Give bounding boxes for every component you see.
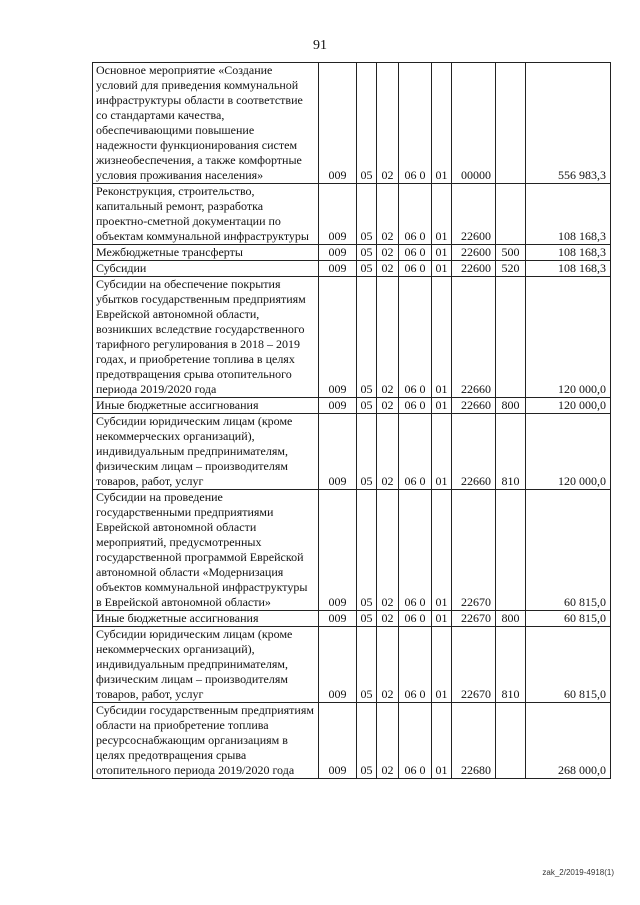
subprogram-code: 01 xyxy=(432,63,452,184)
program-code: 06 0 xyxy=(399,184,432,245)
direction-code: 22670 xyxy=(452,611,496,627)
section-code: 05 xyxy=(357,414,377,490)
subsection-code: 02 xyxy=(377,703,399,779)
table-row xyxy=(93,398,611,414)
expense-type-code: 500 xyxy=(496,245,526,261)
table-row xyxy=(93,611,611,627)
amount-cell: 120 000,0 xyxy=(526,398,611,414)
subprogram-code: 01 xyxy=(432,703,452,779)
direction-code: 22670 xyxy=(452,490,496,611)
direction-code: 22660 xyxy=(452,398,496,414)
section-code: 05 xyxy=(357,184,377,245)
program-code: 06 0 xyxy=(399,245,432,261)
row-name: Субсидии юридическим лицам (кроме некоммерческих организаций), индивидуальным предпринимателям, физическим лицам – производителям товаров, работ, услуг xyxy=(93,414,319,490)
row-name: Межбюджетные трансферты xyxy=(93,245,319,261)
direction-code: 22600 xyxy=(452,261,496,277)
direction-code: 22600 xyxy=(452,184,496,245)
ministry-code: 009 xyxy=(319,245,357,261)
section-code: 05 xyxy=(357,611,377,627)
direction-code: 22600 xyxy=(452,245,496,261)
program-code: 06 0 xyxy=(399,261,432,277)
ministry-code: 009 xyxy=(319,414,357,490)
subprogram-code: 01 xyxy=(432,398,452,414)
ministry-code: 009 xyxy=(319,261,357,277)
amount-cell: 556 983,3 xyxy=(526,63,611,184)
table-row xyxy=(93,261,611,277)
subprogram-code: 01 xyxy=(432,611,452,627)
ministry-code: 009 xyxy=(319,277,357,398)
row-name: Субсидии на проведение государственными предприятиями Еврейской автономной области мероприятий, предусмотренных государственной программой Еврейской автономной области «Модернизация объектов коммунальной инфраструктуры в Еврейской автономной области» xyxy=(93,490,319,611)
row-name: Субсидии юридическим лицам (кроме некоммерческих организаций), индивидуальным предпринимателям, физическим лицам – производителям товаров, работ, услуг xyxy=(93,627,319,703)
section-code: 05 xyxy=(357,398,377,414)
subprogram-code: 01 xyxy=(432,261,452,277)
ministry-code: 009 xyxy=(319,184,357,245)
row-name: Субсидии государственным предприятиям области на приобретение топлива ресурсоснабжающим организациям в целях предотвращения срыва отопительного периода 2019/2020 года xyxy=(93,703,319,779)
expense-type-code: 800 xyxy=(496,611,526,627)
table-row xyxy=(93,245,611,261)
expense-type-code xyxy=(496,490,526,611)
section-code: 05 xyxy=(357,245,377,261)
table-row xyxy=(93,414,611,490)
document-footer: zak_2/2019-4918(1) xyxy=(542,868,614,877)
row-name: Реконструкция, строительство, капитальный ремонт, разработка проектно-сметной документации по объектам коммунальной инфраструктуры xyxy=(93,184,319,245)
ministry-code: 009 xyxy=(319,490,357,611)
program-code: 06 0 xyxy=(399,490,432,611)
subprogram-code: 01 xyxy=(432,627,452,703)
table-row xyxy=(93,490,611,611)
subsection-code: 02 xyxy=(377,63,399,184)
row-name: Основное мероприятие «Создание условий для приведения коммунальной инфраструктуры области в соответствие со стандартами качества, обеспечивающими повышение надежности функционирования систем жизнеобеспечения, а также комфортные условия проживания населения» xyxy=(93,63,319,184)
ministry-code: 009 xyxy=(319,703,357,779)
table-row xyxy=(93,184,611,245)
section-code: 05 xyxy=(357,627,377,703)
subsection-code: 02 xyxy=(377,414,399,490)
ministry-code: 009 xyxy=(319,627,357,703)
subsection-code: 02 xyxy=(377,261,399,277)
direction-code: 22670 xyxy=(452,627,496,703)
budget-table xyxy=(92,62,611,779)
subprogram-code: 01 xyxy=(432,184,452,245)
amount-cell: 120 000,0 xyxy=(526,414,611,490)
amount-cell: 108 168,3 xyxy=(526,261,611,277)
expense-type-code: 810 xyxy=(496,414,526,490)
expense-type-code xyxy=(496,277,526,398)
program-code: 06 0 xyxy=(399,611,432,627)
expense-type-code xyxy=(496,703,526,779)
row-name: Иные бюджетные ассигнования xyxy=(93,398,319,414)
subprogram-code: 01 xyxy=(432,277,452,398)
amount-cell: 60 815,0 xyxy=(526,627,611,703)
program-code: 06 0 xyxy=(399,398,432,414)
subsection-code: 02 xyxy=(377,627,399,703)
amount-cell: 60 815,0 xyxy=(526,611,611,627)
direction-code: 22680 xyxy=(452,703,496,779)
section-code: 05 xyxy=(357,261,377,277)
amount-cell: 268 000,0 xyxy=(526,703,611,779)
expense-type-code: 800 xyxy=(496,398,526,414)
subprogram-code: 01 xyxy=(432,414,452,490)
subsection-code: 02 xyxy=(377,245,399,261)
program-code: 06 0 xyxy=(399,63,432,184)
subsection-code: 02 xyxy=(377,490,399,611)
ministry-code: 009 xyxy=(319,611,357,627)
program-code: 06 0 xyxy=(399,414,432,490)
expense-type-code xyxy=(496,184,526,245)
subsection-code: 02 xyxy=(377,398,399,414)
direction-code: 22660 xyxy=(452,277,496,398)
amount-cell: 120 000,0 xyxy=(526,277,611,398)
section-code: 05 xyxy=(357,277,377,398)
row-name: Субсидии xyxy=(93,261,319,277)
amount-cell: 108 168,3 xyxy=(526,184,611,245)
row-name: Иные бюджетные ассигнования xyxy=(93,611,319,627)
row-name: Субсидии на обеспечение покрытия убытков государственным предприятиям Еврейской автономной области, возникших вследствие государственного тарифного регулирования в 2018 – 2019 годах, и приобретение топлива в целях предотвращения срыва отопительного периода 2019/2020 года xyxy=(93,277,319,398)
table-row xyxy=(93,63,611,184)
subsection-code: 02 xyxy=(377,277,399,398)
section-code: 05 xyxy=(357,490,377,611)
program-code: 06 0 xyxy=(399,277,432,398)
ministry-code: 009 xyxy=(319,63,357,184)
subsection-code: 02 xyxy=(377,184,399,245)
table-row xyxy=(93,627,611,703)
table-row xyxy=(93,703,611,779)
expense-type-code xyxy=(496,63,526,184)
program-code: 06 0 xyxy=(399,627,432,703)
subprogram-code: 01 xyxy=(432,245,452,261)
expense-type-code: 520 xyxy=(496,261,526,277)
table-row xyxy=(93,277,611,398)
section-code: 05 xyxy=(357,703,377,779)
page-number: 91 xyxy=(313,38,327,53)
direction-code: 22660 xyxy=(452,414,496,490)
amount-cell: 108 168,3 xyxy=(526,245,611,261)
direction-code: 00000 xyxy=(452,63,496,184)
section-code: 05 xyxy=(357,63,377,184)
program-code: 06 0 xyxy=(399,703,432,779)
subprogram-code: 01 xyxy=(432,490,452,611)
expense-type-code: 810 xyxy=(496,627,526,703)
amount-cell: 60 815,0 xyxy=(526,490,611,611)
subsection-code: 02 xyxy=(377,611,399,627)
ministry-code: 009 xyxy=(319,398,357,414)
